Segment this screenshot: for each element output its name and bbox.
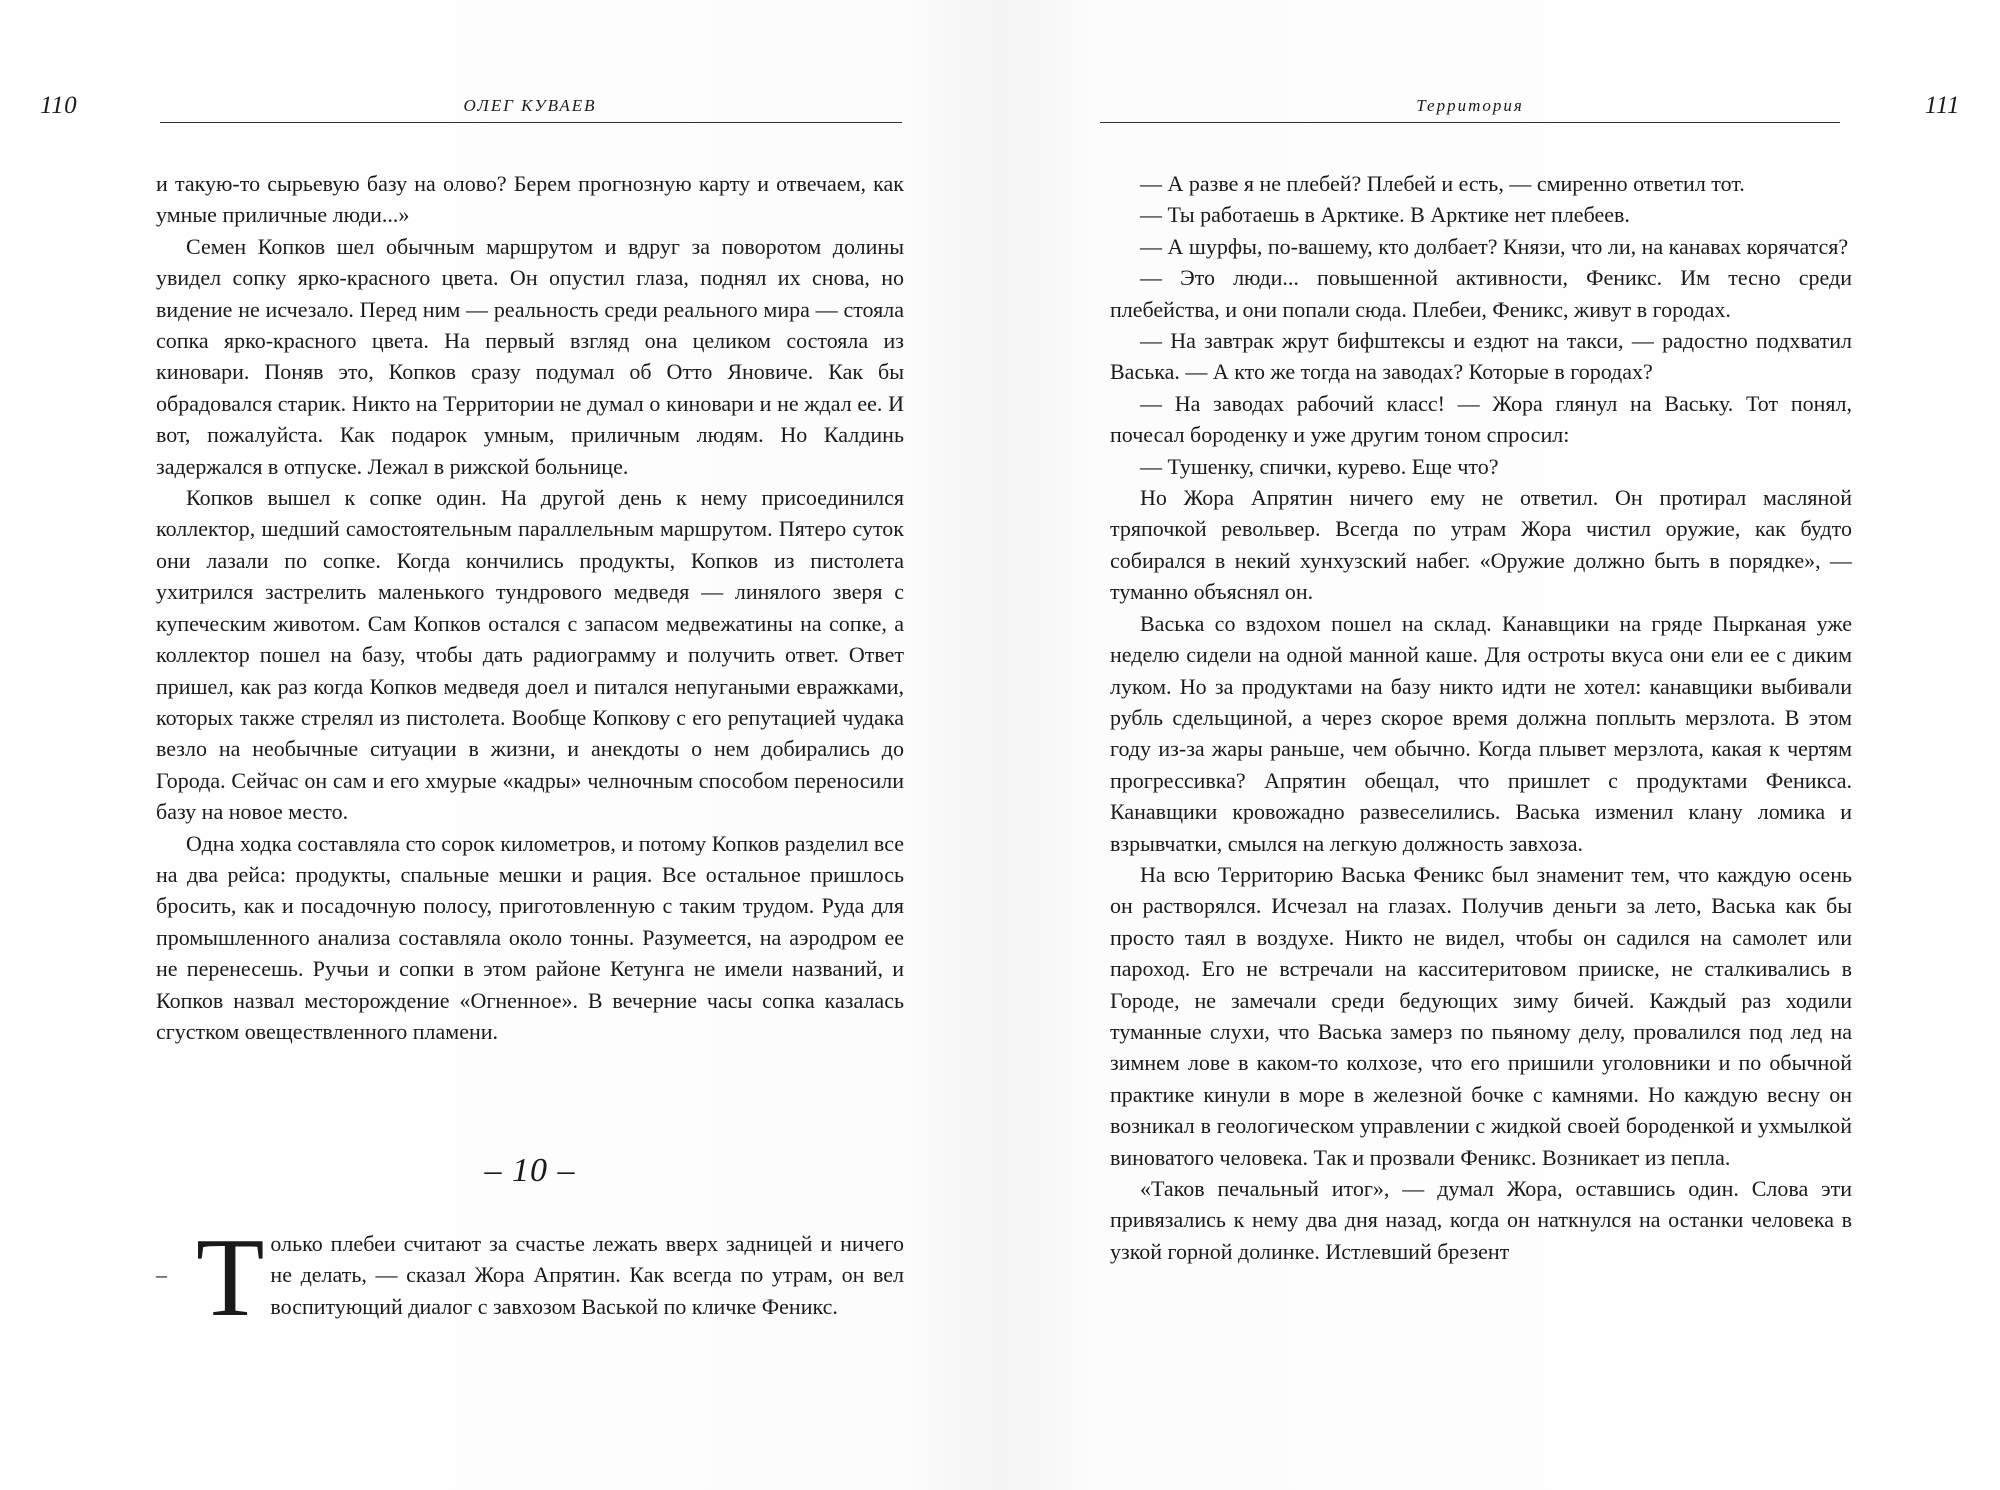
paragraph: — Ты работаешь в Арктике. В Арктике нет плебеев. [1140,202,1630,228]
left-running-head: ОЛЕГ КУВАЕВ [463,96,597,115]
paragraph: «Таков печальный итог», — думал Жора, оставшись один. Слова эти привязались к нему два дня назад, когда он наткнулся на останки человека в узкой горной долинке. Истлевший брезент [1110,1176,1852,1264]
paragraph: Васька со вздохом пошел на склад. Канавщики на гряде Пырканая уже неделю сидели на одной манной каше. Для остроты вкуса они ели ее с диким луком. Но за продуктами на базу никто идти не хотел: канавщики выбивали рубль сдельщиной, а через скорое время должна поплыть мерзлота. В этом году из-за жары раньше, чем обычно. Когда плывет мерзлота, какая к чертям прогрессивка? Апрятин обещал, что пришлет с продуктами Феникса. Канавщики кровожадно развеселились. Васька изменил клану ломика и взрывчатки, смылся на легкую должность завхоза. [1110,610,1852,856]
drop-cap: Т [196,1216,265,1340]
paragraph: На всю Территорию Васька Феникс был знаменит тем, что каждую осень он растворялся. Исчезал на глазах. Получив деньги за лето, Васька как бы просто таял в воздухе. Никто не видел, чтобы он садился на самолет или пароход. Его не встречали на касситеритовом прииске, не сталкивались в Городе, не замечали среди бедующих зиму бичей. Каждый раз ходили туманные слухи, что Васька замерз по пьяному делу, провалился под лед на зимнем лове в каком-то колхозе, что его пришили уголовники и по обычной практике кинули в море в железной бочке с камнями. Но каждую весну он возникал в геологическом управлении с жидкой своей бороденкой и ухмылкой виноватого человека. Так и прозвали Феникс. Возникает из пепла. [1110,861,1852,1170]
paragraph: и такую-то сырьевую базу на олово? Берем прогнозную карту и отвечаем, как умные приличные люди...» [156,171,904,228]
paragraph: Копков вышел к сопке один. На другой день к нему присоединился коллектор, шедший самостоятельным параллельным маршрутом. Пятеро суток они лазали по сопке. Когда кончились продукты, Копков из пистолета ухитрился застрелить маленького тундрового медведя — линялого зверя с купеческим животом. Сам Копков остался с запасом медвежатины на сопке, а коллектор пошел на базу, чтобы дать радиограмму и получить ответ. Ответ пришел, как раз когда Копков медведя доел и питался непугаными евражками, которых также стрелял из пистолета. Вообще Копкову с его репутацией чудака везло на необычные ситуации в жизни, и анекдоты о нем добирались до Города. Сейчас он сам и его хмурые «кадры» челночным способом переносили базу на новое место. [156,485,904,825]
right-text-block [1110,168,1852,1267]
chapter-opening [156,1216,904,1340]
left-text-block [156,168,904,1047]
paragraph: Одна ходка составляла сто сорок километров, и потому Копков разделил все на два рейса: продукты, спальные мешки и рация. Все остальное пришлось бросить, как и посадочную полосу, приготовленную с таким трудом. Руда для промышленного анализа составляла около тонны. Разумеется, на аэродром ее не перенесешь. Ручьи и сопки в этом районе Кетунга не имели названий, и Копков назвал месторождение «Огненное». В вечерние часы сопка казалась сгустком овеществленного пламени. [156,830,904,1044]
paragraph: Но Жора Апрятин ничего ему не ответил. Он протирал масляной тряпочкой револьвер. Всегда по утрам Жора чистил оружие, как будто собирался в некий хунхузский набег. «Оружие должно быть в порядке», — туманно объяснял он. [1110,485,1852,605]
chapter-number: – 10 – [484,1152,576,1189]
left-header-rule [160,122,902,123]
paragraph: — На завтрак жрут бифштексы и ездют на такси, — радостно подхватил Васька. — А кто же тогда на заводах? Которые в городах? [1110,328,1852,385]
paragraph: — А шурфы, по-вашему, кто долбает? Князи, что ли, на канавах корячатся? [1140,233,1849,259]
right-page-number: 111 [1924,92,1960,119]
right-header-rule [1100,122,1840,123]
chapter-dash: – [156,1262,167,1288]
paragraph: Семен Копков шел обычным маршрутом и вдруг за поворотом долины увидел сопку ярко-красного цвета. Он опустил глаза, поднял их снова, но видение не исчезало. Перед ним — реальность среди реального мира — стояла сопка ярко-красного цвета. На первый взгляд она целиком состояла из киновари. Поняв это, Копков сразу подумал об Отто Яновиче. Как бы обрадовался старик. Никто на Территории не думал о киновари и не ждал ее. И вот, пожалуйста. Как подарок умным, приличным людям. Но Калдинь задержался в отпуске. Лежал в рижской больнице. [156,233,904,479]
paragraph: — На заводах рабочий класс! — Жора глянул на Ваську. Тот понял, почесал бороденку и уже другим тоном спросил: [1110,390,1852,448]
right-page [1000,0,2000,1490]
right-running-head: Территория [1416,96,1524,115]
paragraph: — Это люди... повышенной активности, Феникс. Им тесно среди плебейства, и они попали сюда. Плебеи, Феникс, живут в городах. [1110,265,1852,322]
chapter-opening-text: олько плебеи считают за счастье лежать вверх задницей и ничего не делать, — сказал Жора Апрятин. Как всегда по утрам, он вел воспитующий диалог с завхозом Васькой по кличке Феникс. [270,1231,904,1319]
paragraph: — А разве я не плебей? Плебей и есть, — смиренно ответил тот. [1140,171,1745,196]
paragraph: — Тушенку, спички, курево. Еще что? [1140,453,1499,479]
left-page-number: 110 [40,92,78,119]
